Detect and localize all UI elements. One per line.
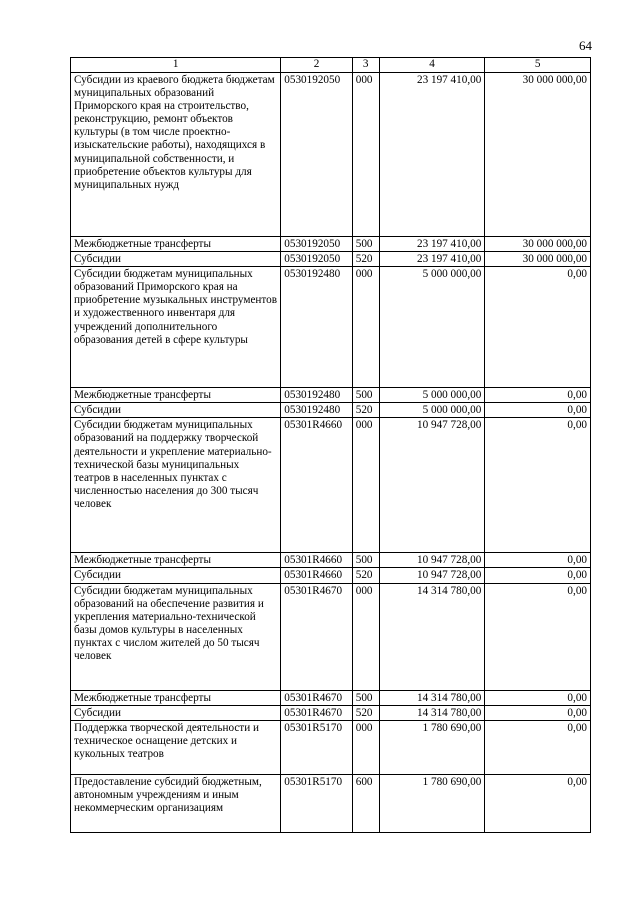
row-code-cell: 05301R4660 — [281, 418, 352, 553]
row-amount-2025-cell: 0,00 — [485, 267, 591, 388]
row-type-cell: 000 — [352, 720, 379, 774]
header-cell: 1 — [71, 58, 281, 73]
row-amount-2025-cell: 0,00 — [485, 568, 591, 583]
table-row — [71, 252, 591, 267]
row-amount-2025-cell: 0,00 — [485, 403, 591, 418]
row-amount-2024-cell: 10 947 728,00 — [379, 553, 485, 568]
row-name-cell: Межбюджетные трансферты — [71, 690, 281, 705]
row-code-cell: 0530192050 — [281, 237, 352, 252]
row-name-cell: Межбюджетные трансферты — [71, 553, 281, 568]
row-amount-2024-cell: 1 780 690,00 — [379, 720, 485, 774]
table-row — [71, 705, 591, 720]
row-code-cell: 05301R4670 — [281, 705, 352, 720]
row-code-cell: 05301R4670 — [281, 690, 352, 705]
row-code-cell: 05301R4670 — [281, 583, 352, 690]
table-row — [71, 720, 591, 774]
row-type-cell: 520 — [352, 705, 379, 720]
row-name-cell: Субсидии — [71, 568, 281, 583]
row-amount-2024-cell: 23 197 410,00 — [379, 237, 485, 252]
table-row — [71, 388, 591, 403]
row-amount-2025-cell: 0,00 — [485, 583, 591, 690]
page-number: 64 — [579, 38, 592, 53]
header-cell: 2 — [281, 58, 352, 73]
row-name-cell: Субсидии из краевого бюджета бюджетам муниципальных образований Приморского края на строительство, реконструкцию, ремонт объектов культуры (в том числе проектно-изыскательские работы), находящихся в муниципальной собственности, и приобретение объектов культуры для муниципальных нужд — [71, 73, 281, 237]
row-code-cell: 05301R5170 — [281, 774, 352, 832]
table-row — [71, 73, 591, 237]
row-amount-2025-cell: 0,00 — [485, 553, 591, 568]
row-name-cell: Субсидии бюджетам муниципальных образований на обеспечение развития и укрепления материально-технической базы домов культуры в населенных пунктах с числом жителей до 50 тысяч человек — [71, 583, 281, 690]
budget-table — [70, 57, 591, 833]
row-amount-2025-cell: 0,00 — [485, 774, 591, 832]
row-name-cell: Субсидии — [71, 705, 281, 720]
row-amount-2024-cell: 23 197 410,00 — [379, 73, 485, 237]
table-row — [71, 553, 591, 568]
row-amount-2024-cell: 10 947 728,00 — [379, 568, 485, 583]
row-type-cell: 000 — [352, 267, 379, 388]
table-row — [71, 583, 591, 690]
header-cell: 3 — [352, 58, 379, 73]
row-amount-2025-cell: 0,00 — [485, 388, 591, 403]
row-type-cell: 500 — [352, 388, 379, 403]
row-amount-2024-cell: 23 197 410,00 — [379, 252, 485, 267]
row-amount-2024-cell: 14 314 780,00 — [379, 690, 485, 705]
row-type-cell: 500 — [352, 690, 379, 705]
row-name-cell: Субсидии — [71, 252, 281, 267]
row-name-cell: Межбюджетные трансферты — [71, 237, 281, 252]
row-name-cell: Предоставление субсидий бюджетным, автономным учреждениям и иным некоммерческим организациям — [71, 774, 281, 832]
row-amount-2024-cell: 14 314 780,00 — [379, 705, 485, 720]
row-code-cell: 05301R5170 — [281, 720, 352, 774]
row-type-cell: 520 — [352, 568, 379, 583]
table-header-row — [71, 58, 591, 73]
row-type-cell: 600 — [352, 774, 379, 832]
table-row — [71, 690, 591, 705]
row-amount-2024-cell: 5 000 000,00 — [379, 403, 485, 418]
row-name-cell: Субсидии — [71, 403, 281, 418]
table-row — [71, 418, 591, 553]
table-row — [71, 568, 591, 583]
row-code-cell: 0530192050 — [281, 73, 352, 237]
row-code-cell: 0530192480 — [281, 403, 352, 418]
row-type-cell: 000 — [352, 73, 379, 237]
row-name-cell: Субсидии бюджетам муниципальных образований на поддержку творческой деятельности и укрепление материально-технической базы муниципальных театров в населенных пунктах с численностью населения до 300 тысяч человек — [71, 418, 281, 553]
row-code-cell: 05301R4660 — [281, 553, 352, 568]
row-amount-2024-cell: 1 780 690,00 — [379, 774, 485, 832]
row-name-cell: Поддержка творческой деятельности и техническое оснащение детских и кукольных театров — [71, 720, 281, 774]
row-type-cell: 500 — [352, 237, 379, 252]
row-code-cell: 0530192480 — [281, 267, 352, 388]
table-row — [71, 267, 591, 388]
row-amount-2025-cell: 30 000 000,00 — [485, 252, 591, 267]
header-cell: 4 — [379, 58, 485, 73]
row-amount-2024-cell: 10 947 728,00 — [379, 418, 485, 553]
row-code-cell: 0530192480 — [281, 388, 352, 403]
table-row — [71, 774, 591, 832]
table-row — [71, 403, 591, 418]
row-amount-2024-cell: 14 314 780,00 — [379, 583, 485, 690]
row-amount-2025-cell: 0,00 — [485, 705, 591, 720]
row-amount-2025-cell: 30 000 000,00 — [485, 73, 591, 237]
row-type-cell: 500 — [352, 553, 379, 568]
row-amount-2025-cell: 0,00 — [485, 418, 591, 553]
row-name-cell: Субсидии бюджетам муниципальных образований Приморского края на приобретение музыкальных инструментов и художественного инвентаря для учреждений дополнительного образования детей в сфере культуры — [71, 267, 281, 388]
row-amount-2024-cell: 5 000 000,00 — [379, 388, 485, 403]
row-amount-2025-cell: 0,00 — [485, 720, 591, 774]
row-type-cell: 000 — [352, 418, 379, 553]
header-cell: 5 — [485, 58, 591, 73]
row-type-cell: 520 — [352, 403, 379, 418]
table-row — [71, 237, 591, 252]
row-type-cell: 520 — [352, 252, 379, 267]
row-code-cell: 0530192050 — [281, 252, 352, 267]
row-type-cell: 000 — [352, 583, 379, 690]
row-code-cell: 05301R4660 — [281, 568, 352, 583]
row-amount-2025-cell: 30 000 000,00 — [485, 237, 591, 252]
row-amount-2024-cell: 5 000 000,00 — [379, 267, 485, 388]
row-name-cell: Межбюджетные трансферты — [71, 388, 281, 403]
row-amount-2025-cell: 0,00 — [485, 690, 591, 705]
